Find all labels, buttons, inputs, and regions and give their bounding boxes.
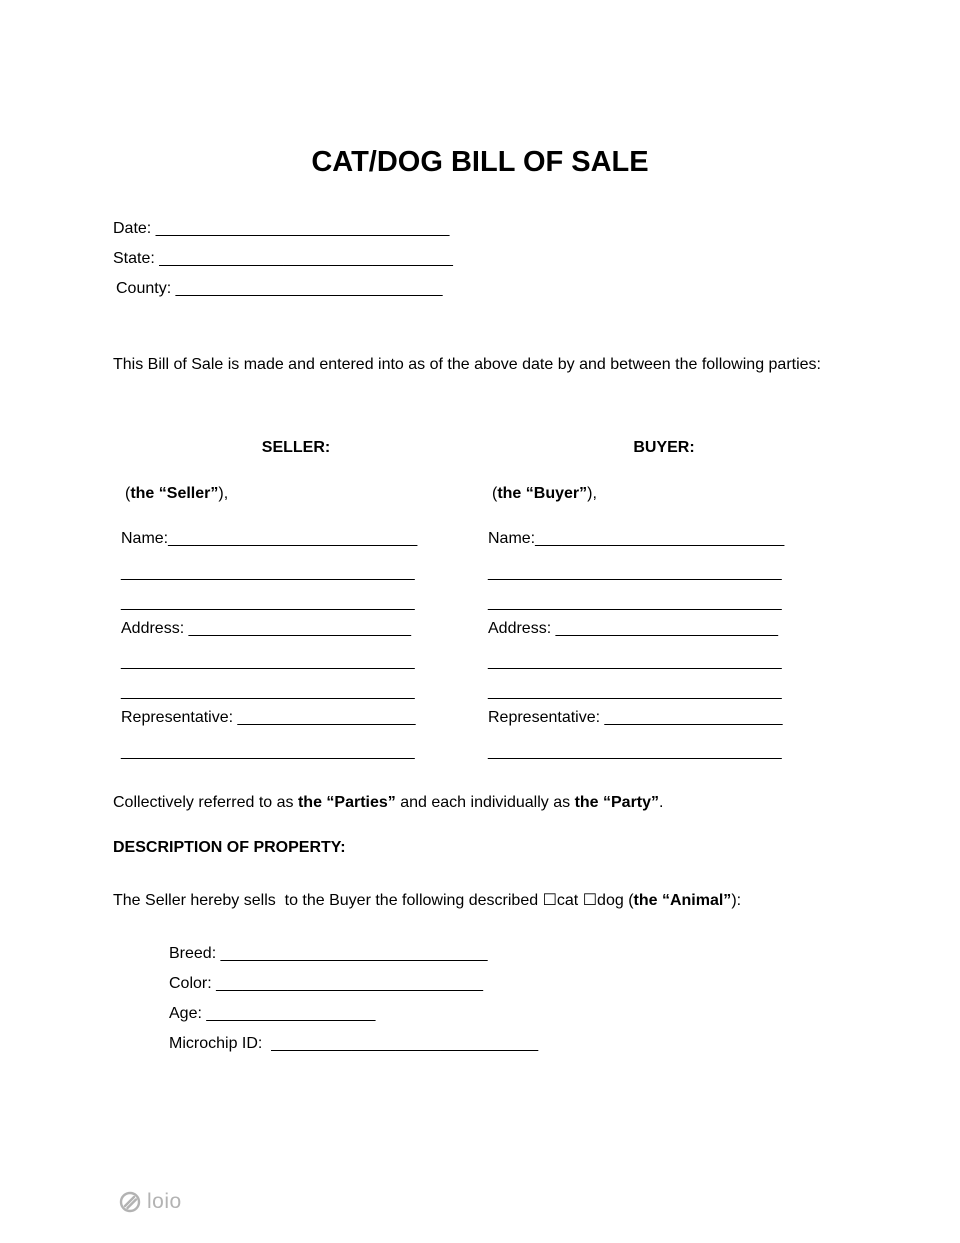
state-field[interactable]: State: _________________________________ (113, 250, 453, 267)
county-field[interactable]: County: ______________________________ (116, 280, 443, 297)
description-suffix: ): (731, 892, 742, 909)
buyer-role-open: ( (492, 485, 498, 502)
date-field[interactable]: Date: _________________________________ (113, 220, 450, 237)
collective-middle: and each individually as (395, 794, 575, 811)
color-field[interactable]: Color: ______________________________ (169, 975, 484, 992)
buyer-name-field[interactable]: Name:____________________________ (488, 530, 785, 547)
seller-role-label: the “Seller” (130, 485, 219, 502)
party-term: the “Party” (574, 794, 660, 811)
buyer-address-field[interactable]: Address: _________________________ (488, 620, 779, 637)
breed-field[interactable]: Breed: ______________________________ (169, 945, 488, 962)
seller-address-line-1[interactable]: _________________________________ (121, 653, 415, 670)
animal-term: the “Animal” (633, 892, 732, 909)
seller-role (125, 484, 228, 504)
parties-term: the “Parties” (297, 794, 396, 811)
brand-name: loio (147, 1190, 182, 1213)
description-prefix: The Seller hereby sells to the Buyer the following described (113, 892, 543, 909)
microchip-id-field[interactable]: Microchip ID: ______________________________ (169, 1035, 539, 1052)
cat-checkbox[interactable]: ☐ (542, 892, 557, 909)
seller-name-line-2[interactable]: _________________________________ (121, 594, 415, 611)
buyer-role-label: the “Buyer” (497, 485, 588, 502)
brand-logo (119, 1189, 182, 1215)
buyer-heading: BUYER: (633, 439, 695, 456)
loio-logo-icon (119, 1191, 141, 1213)
buyer-representative-field[interactable]: Representative: ____________________ (488, 709, 783, 726)
description-heading: DESCRIPTION OF PROPERTY: (113, 839, 346, 856)
buyer-address-line-2[interactable]: _________________________________ (488, 683, 782, 700)
seller-heading: SELLER: (261, 439, 331, 456)
seller-name-field[interactable]: Name:____________________________ (121, 530, 418, 547)
seller-role-close: ), (218, 485, 229, 502)
seller-representative-line[interactable]: _________________________________ (121, 743, 415, 760)
seller-representative-field[interactable]: Representative: ____________________ (121, 709, 416, 726)
buyer-name-line-1[interactable]: _________________________________ (488, 564, 782, 581)
seller-name-line-1[interactable]: _________________________________ (121, 564, 415, 581)
buyer-name-line-2[interactable]: _________________________________ (488, 594, 782, 611)
intro-paragraph: This Bill of Sale is made and entered into as of the above date by and between the following parties: (113, 356, 821, 373)
buyer-role (492, 484, 597, 504)
collective-sentence (113, 793, 663, 813)
seller-role-open: ( (125, 485, 131, 502)
collective-suffix: . (659, 794, 664, 811)
age-field[interactable]: Age: ___________________ (169, 1005, 376, 1022)
document-title: CAT/DOG BILL OF SALE (311, 146, 649, 178)
dog-label: dog ( (597, 892, 634, 909)
seller-address-field[interactable]: Address: _________________________ (121, 620, 412, 637)
seller-address-line-2[interactable]: _________________________________ (121, 683, 415, 700)
buyer-representative-line[interactable]: _________________________________ (488, 743, 782, 760)
description-sentence (113, 891, 741, 911)
dog-checkbox[interactable]: ☐ (582, 892, 598, 909)
buyer-address-line-1[interactable]: _________________________________ (488, 653, 782, 670)
collective-prefix: Collectively referred to as (113, 794, 298, 811)
buyer-role-close: ), (587, 485, 597, 502)
cat-label: cat (556, 892, 583, 909)
